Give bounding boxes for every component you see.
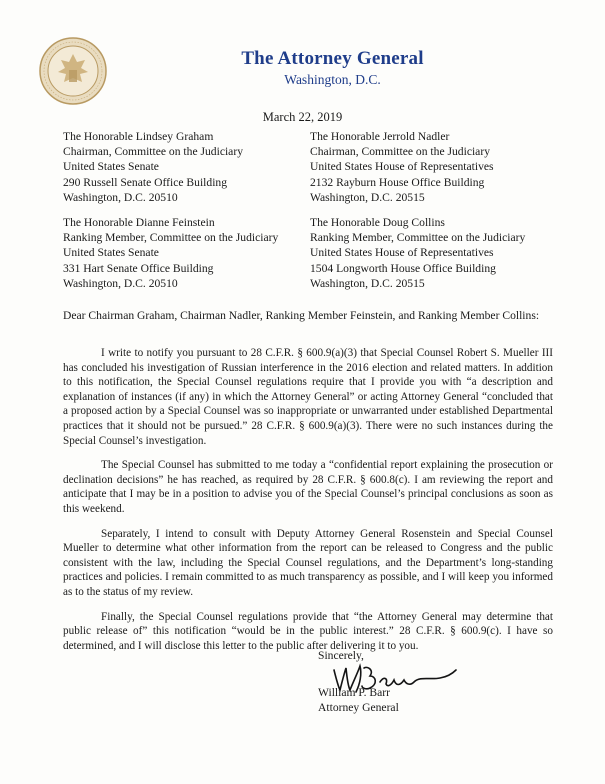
letterhead [0, 48, 605, 88]
address-line: The Honorable Lindsey Graham [63, 130, 214, 143]
address-line: Ranking Member, Committee on the Judiciary [310, 231, 526, 245]
body-paragraph: Separately, I intend to consult with Deputy Attorney General Rosenstein and Special Counsel Mueller to determine what other information from the report can be released to Congress and the public consistent with the law, including the Special Counsel regulations, and the Department’s long-standing practices and policies. I remain committed to as much transparency as possible, and I will keep you informed as to the status of my review. [63, 527, 553, 598]
recipient-address-feinstein [63, 215, 278, 291]
address-line: United States Senate [63, 160, 159, 174]
address-line: Washington, D.C. 20515 [310, 190, 425, 204]
address-line: United States Senate [63, 246, 159, 260]
address-line: Chairman, Committee on the Judiciary [63, 145, 243, 159]
address-line: United States House of Representatives [310, 246, 494, 260]
address-line: 290 Russell Senate Office Building [63, 175, 228, 189]
body-paragraph: Finally, the Special Counsel regulations provide that “the Attorney General may determine that public release of” this notification “would be in the public interest.” 28 C.F.R. § 600.9(c). I have so determined, and I will disclose this letter to the public after delivering it to you. [63, 610, 553, 652]
body-paragraph: I write to notify you pursuant to 28 C.F.R. § 600.9(a)(3) that Special Counsel Robert S. Mueller III has concluded his investigation of Russian interference in the 2016 election and related matters. In addition to this notification, the Special Counsel regulations require that I provide you with “a description and explanation of instances (if any) in which the Attorney General” or acting Attorney General “concluded that a proposed action by a Special Counsel was so inappropriate or unwarranted under established Departmental practices that it should not be pursued.” 28 C.F.R. § 600.9(a)(3). There were no such instances during the Special Counsel’s investigation. [63, 347, 553, 447]
handwritten-signature [330, 660, 460, 704]
recipient-address-collins [310, 215, 525, 291]
valediction: Sincerely, [318, 649, 364, 662]
address-line: The Honorable Jerrold Nadler [310, 130, 450, 143]
signer-title: Attorney General [318, 701, 399, 714]
address-line: The Honorable Dianne Feinstein [63, 216, 215, 229]
address-line: 1504 Longworth House Office Building [310, 261, 496, 275]
address-line: Washington, D.C. 20510 [63, 276, 178, 290]
signer-name: William P. Barr [318, 686, 390, 699]
address-line: Washington, D.C. 20510 [63, 190, 178, 204]
address-line: 331 Hart Senate Office Building [63, 261, 214, 275]
letterhead-subtitle: Washington, D.C. [284, 72, 381, 87]
recipient-address-graham [63, 129, 243, 205]
address-line: 2132 Rayburn House Office Building [310, 175, 485, 189]
salutation: Dear Chairman Graham, Chairman Nadler, Ranking Member Feinstein, and Ranking Member Collins: [63, 309, 540, 322]
address-line: Ranking Member, Committee on the Judiciary [63, 231, 279, 245]
letter-body [63, 346, 553, 663]
body-paragraph: The Special Counsel has submitted to me today a “confidential report explaining the prosecution or declination decisions” he has reached, as required by 28 C.F.R. § 600.8(c). I am reviewing the report and anticipate that I may be in a position to advise you of the Special Counsel’s principal conclusions as soon as this weekend. [63, 459, 553, 515]
recipient-address-nadler [310, 129, 494, 205]
address-line: The Honorable Doug Collins [310, 216, 445, 229]
address-line: Chairman, Committee on the Judiciary [310, 145, 490, 159]
letter-date: March 22, 2019 [262, 110, 343, 124]
address-line: Washington, D.C. 20515 [310, 276, 425, 290]
letterhead-title: The Attorney General [241, 48, 424, 69]
address-line: United States House of Representatives [310, 160, 494, 174]
